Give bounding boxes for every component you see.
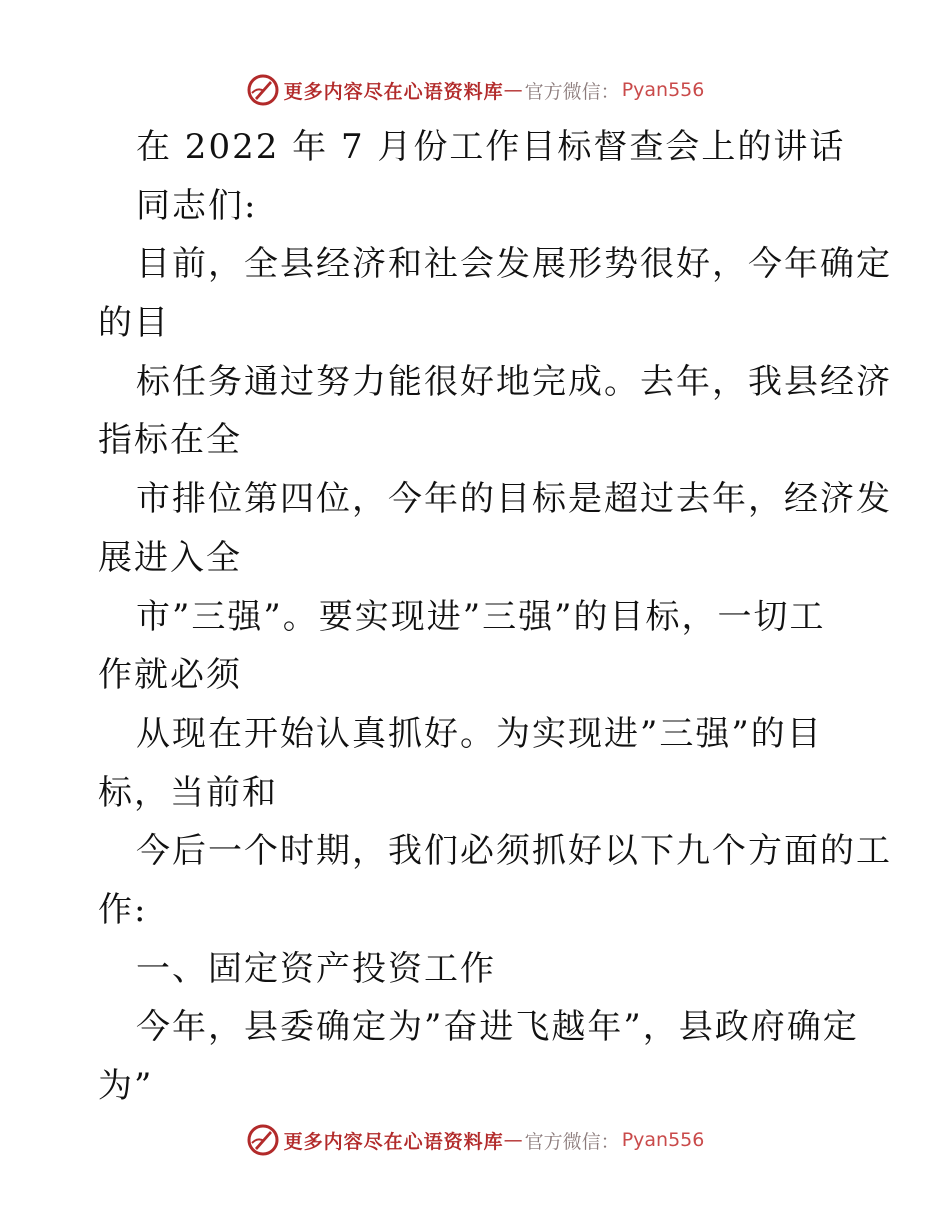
banner-wechat-id: Pyan556 — [621, 79, 705, 101]
paragraph-line: 的目 — [98, 303, 170, 344]
footer-banner — [0, 1120, 950, 1160]
paragraph-line: 目前，全县经济和社会发展形势很好，今年确定 — [136, 244, 892, 285]
paragraph-line: 市排位第四位，今年的目标是超过去年，经济发 — [136, 479, 892, 520]
paragraph-line: 标，当前和 — [98, 772, 278, 813]
quill-pen-logo-icon — [246, 73, 280, 107]
paragraph-line: 展进入全 — [98, 537, 242, 578]
paragraph-line: 从现在开始认真抓好。为实现进”三强”的目 — [136, 713, 823, 754]
document-title: 在 2022 年 7 月份工作目标督查会上的讲话 — [136, 127, 846, 167]
document-body — [98, 118, 892, 1116]
paragraph-line: 标任务通过努力能很好地完成。去年，我县经济 — [136, 361, 892, 402]
paragraph-line: 今年，县委确定为”奋进飞越年”，县政府确定 — [136, 1007, 859, 1048]
paragraph-line: 作就必须 — [98, 655, 242, 696]
banner-title: 更多内容尽在心语资料库 — [283, 1130, 504, 1153]
banner-wechat-label: 官方微信： — [524, 1130, 620, 1153]
banner-dash: — — [503, 79, 523, 101]
quill-pen-logo-icon — [246, 1123, 280, 1157]
banner-dash: — — [503, 1129, 523, 1151]
paragraph-line: 为” — [98, 1066, 154, 1106]
banner-wechat-id: Pyan556 — [621, 1129, 705, 1151]
paragraph-line: 作: — [98, 889, 148, 930]
paragraph-line: 市”三强”。要实现进”三强”的目标，一切工 — [136, 596, 826, 637]
paragraph-line: 指标在全 — [98, 420, 242, 461]
paragraph-line: 今后一个时期，我们必须抓好以下九个方面的工 — [136, 831, 892, 872]
section-heading: 一、固定资产投资工作 — [136, 948, 496, 989]
banner-wechat-label: 官方微信： — [524, 80, 620, 103]
salutation: 同志们: — [136, 185, 258, 226]
banner-title: 更多内容尽在心语资料库 — [283, 80, 504, 103]
header-banner — [0, 70, 950, 110]
